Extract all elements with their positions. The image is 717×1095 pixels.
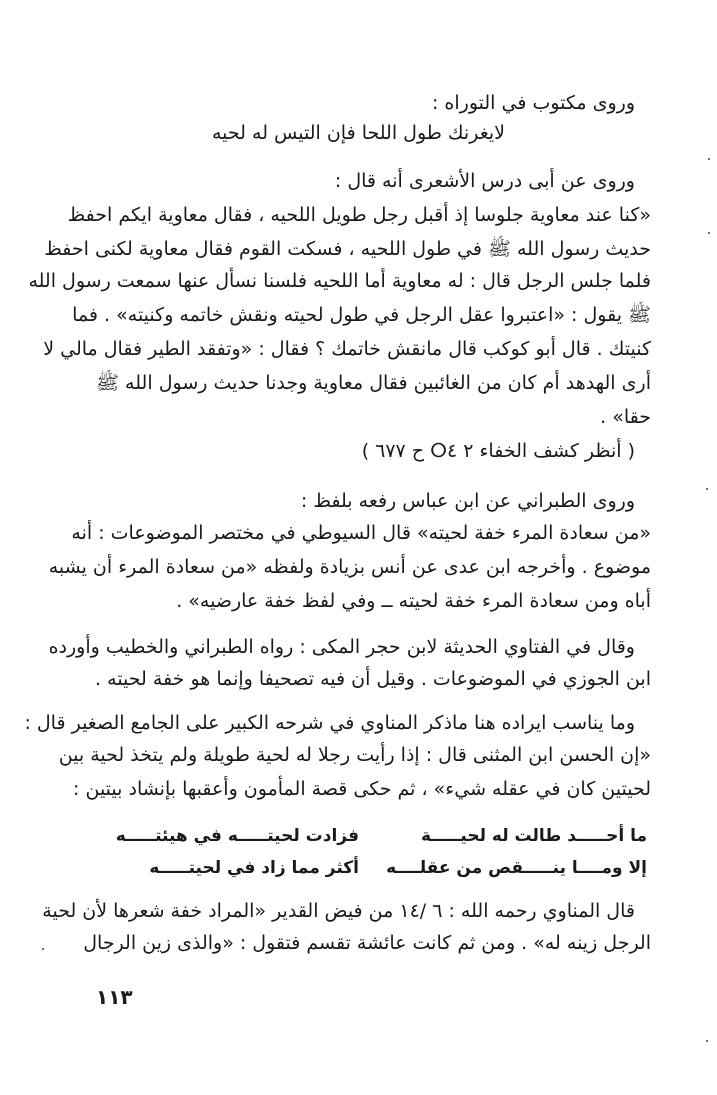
text-line: أرى الهدهد أم كان من الغائبين فقال معاوية وجدنا حديث رسول الله ﷺ [96, 372, 651, 394]
text-line: لحيتين كان في عقله شيء» ، ثم حكى قصة المأمون وأعقبها بإنشاد بيتين : [73, 778, 651, 800]
text-line: كنيتك . قال أبو كوكب قال مانقش خاتمك ؟ فقال : «وتفقد الطير فقال مالي لا [43, 338, 651, 360]
text-line: ابن الجوزي في الموضوعات . وقيل أن فيه تصحيفا وإنما هو خفة لحيته . [95, 668, 651, 690]
scan-speck [708, 158, 710, 160]
page-number: ١١٣ [96, 985, 133, 1009]
text-line: «من سعادة المرء خفة لحيته» قال السيوطي في مختصر الموضوعات : أنه [71, 522, 651, 544]
verse-1-right: ما أحـــــد طالت له لحيـــــة [421, 826, 647, 846]
scan-speck [706, 488, 708, 490]
reference-line: ( أنظر كشف الخفاء ٢ ⵔ٤ ح ٦٧٧ ) [361, 440, 635, 462]
text-line: ﷺ يقول : «اعتبروا عقل الرجل في طول لحيته ونقش خاتمه وكنيته» . فما [72, 304, 651, 326]
verse-line: لايغرنك طول اللحا فإن التيس له لحيه [212, 122, 505, 144]
text-line: حديث رسول الله ﷺ في طول اللحيه ، فسكت القوم فقال معاوية لكنى احفظ [44, 238, 651, 260]
text-line: «إن الحسن ابن المثنى قال : إذا رأيت رجلا له لحية طويلة ولم يتخذ لحية بين [58, 744, 651, 766]
text-line: أباه ومن سعادة المرء خفة لحيته ــ وفي لفظ خفة عارضيه» . [176, 590, 651, 612]
text-line: موضوع . وأخرجه ابن عدى عن أنس بزيادة ولفظه «من سعادة المرء أن يشبه [48, 556, 651, 578]
verse-2-right: إلا ومــــا ينـــــقص من عقلــــه [386, 858, 647, 878]
text-line: الرجل زينه له» . ومن ثم كانت عائشة تقسم فتقول : «والذى زين الرجال [83, 932, 651, 954]
text-line: وما يناسب ايراده هنا ماذكر المناوي في شرحه الكبير على الجامع الصغير قال : [24, 712, 635, 734]
text-line: وقال في الفتاوي الحديثة لابن حجر المكى : رواه الطبراني والخطيب وأورده [48, 636, 635, 658]
verse-1-left: فزادت لحيتـــــه في هيئتـــــه [115, 826, 359, 846]
scan-speck [708, 232, 710, 234]
text-line: وروى الطبراني عن ابن عباس رفعه بلفظ : [300, 490, 635, 512]
verse-2-left: أكثر مما زاد في لحيتـــــه [149, 858, 359, 878]
text-line: قال المناوي رحمه الله : ٦ /١٤ من فيض القدير «المراد خفة شعرها لأن لحية [42, 900, 635, 922]
scan-speck [42, 948, 44, 950]
scan-speck [706, 1040, 708, 1042]
text-line: فلما جلس الرجل قال : له معاوية أما اللحيه فلسنا نسأل عنها سمعت رسول الله [28, 270, 651, 292]
text-line: حقا» . [600, 406, 651, 428]
text-line: «كنا عند معاوية جلوسا إذ أقبل رجل طويل اللحيه ، فقال معاوية ايكم احفظ [67, 204, 651, 226]
text-line: وروى مكتوب في التوراه : [431, 92, 635, 114]
text-line: وروى عن أبى درس الأشعرى أنه قال : [334, 170, 635, 192]
